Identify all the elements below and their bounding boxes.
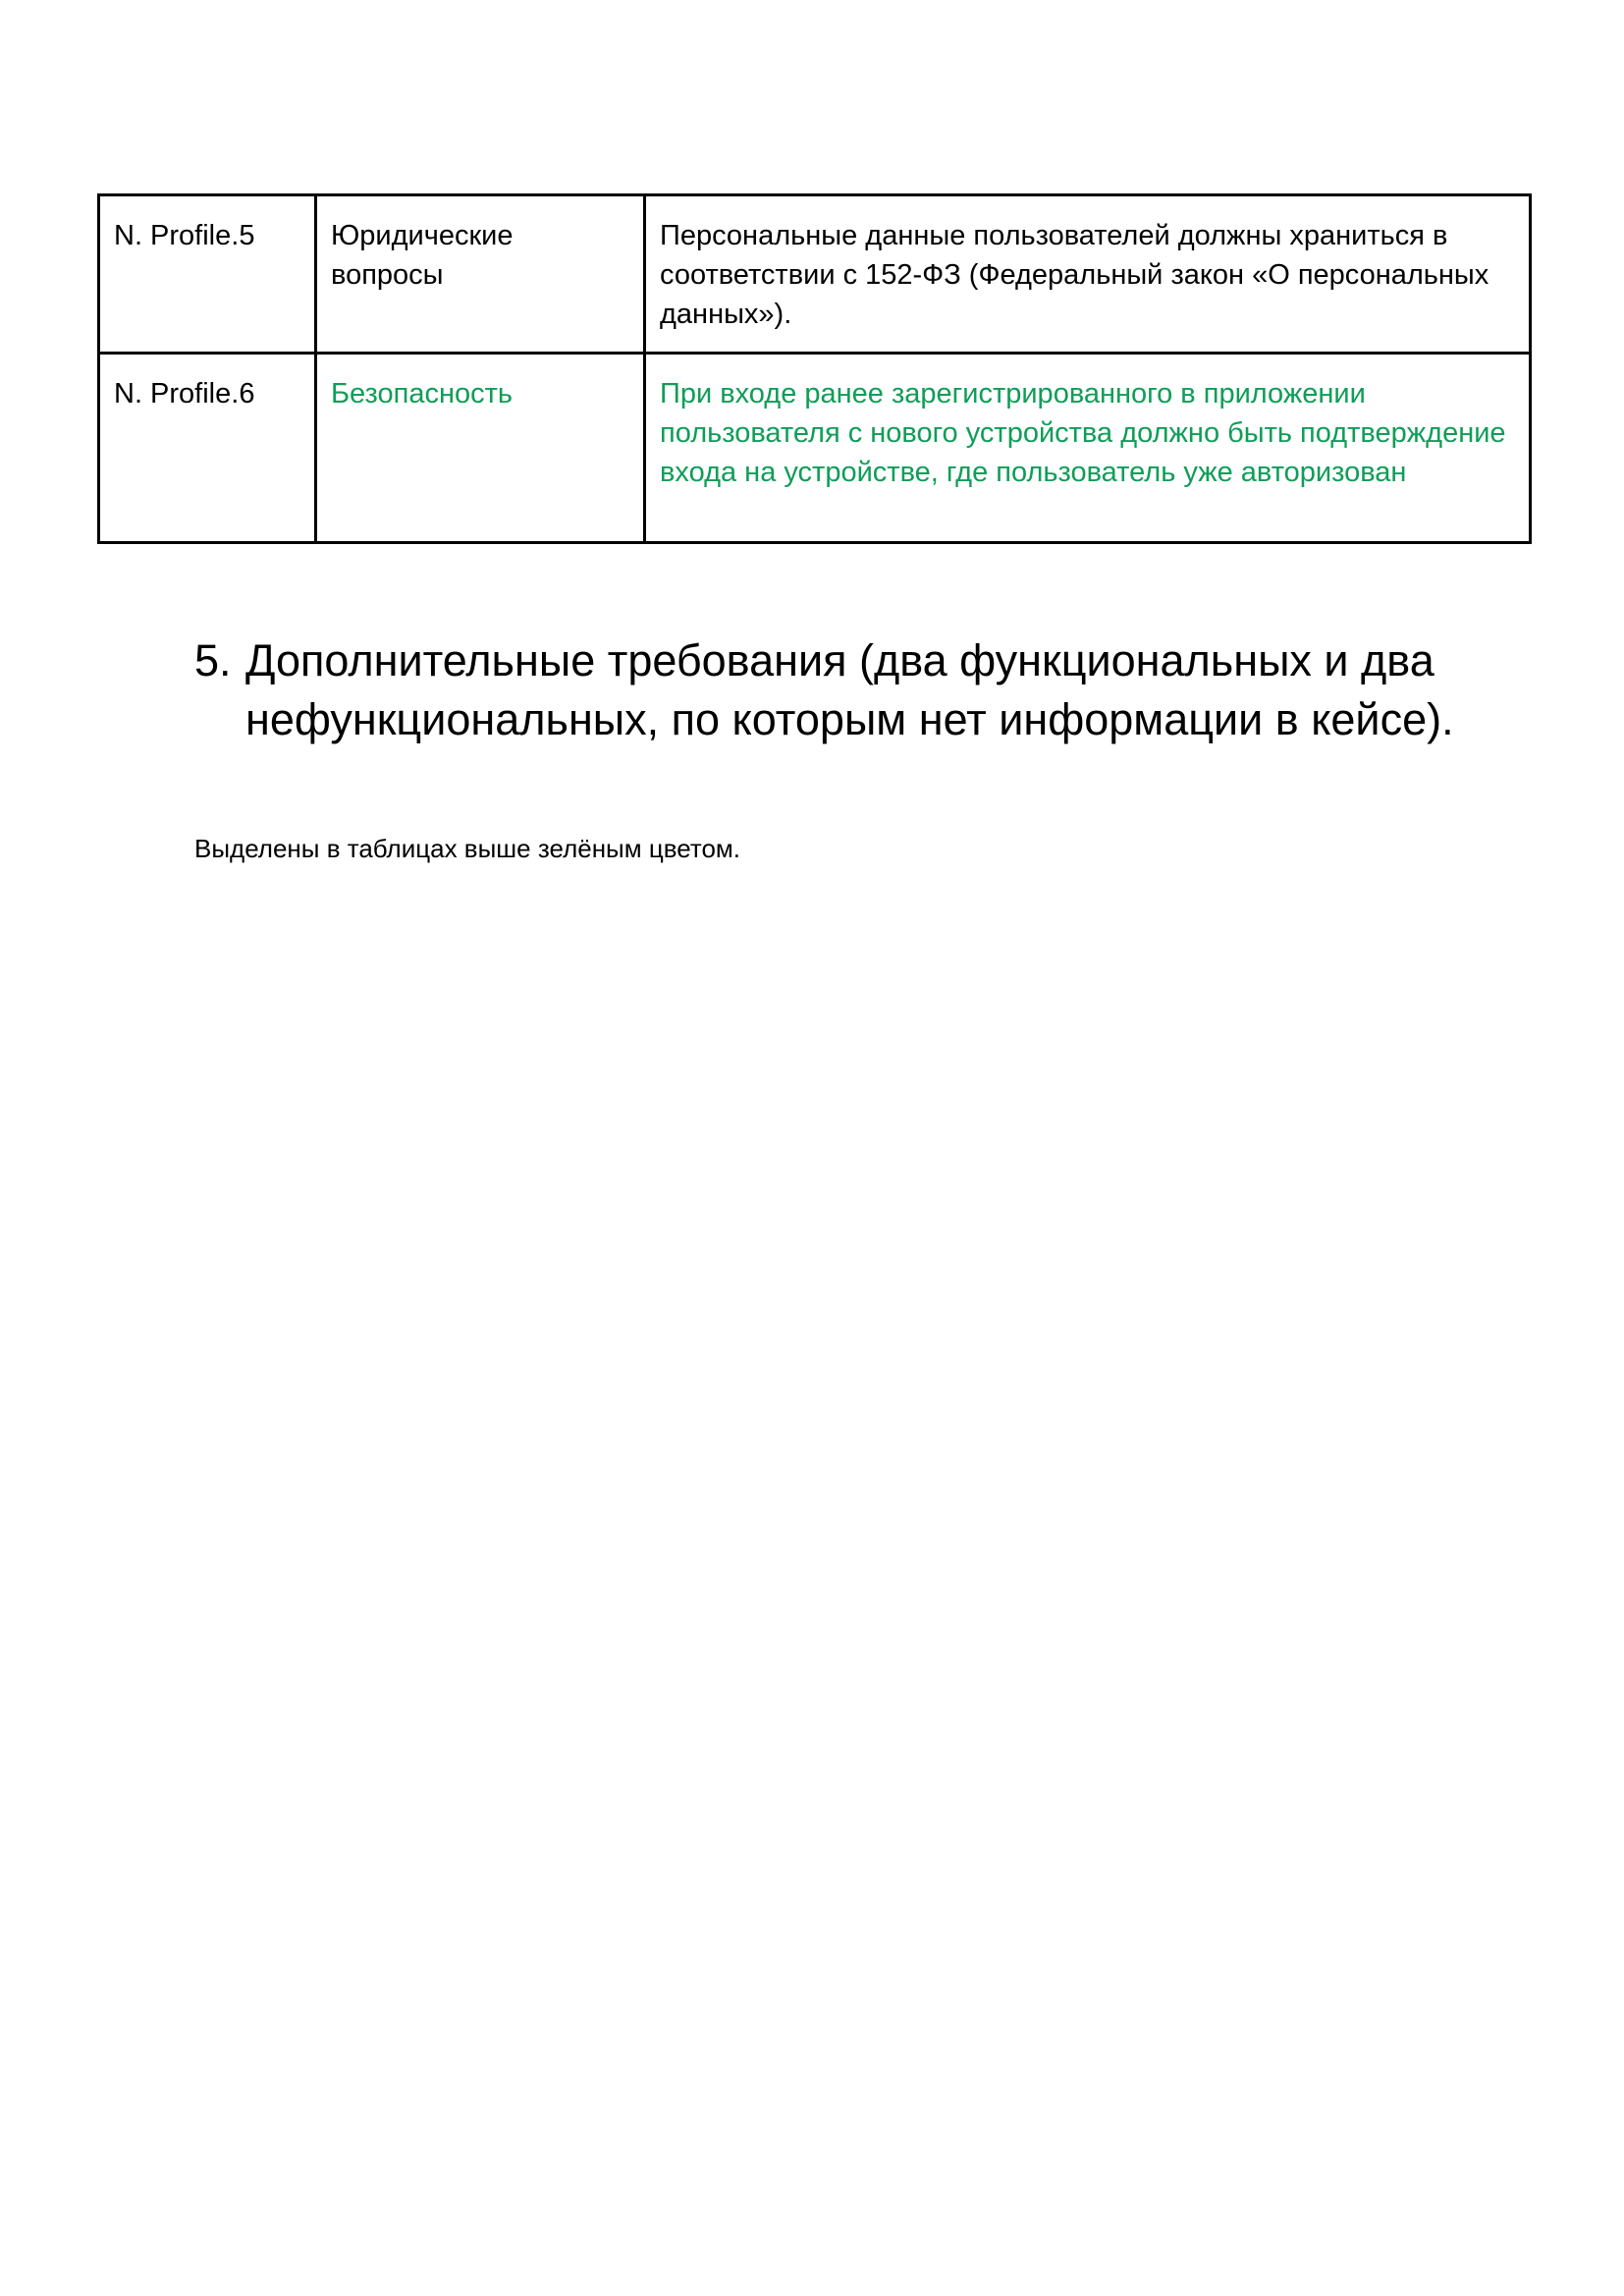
- section-note: Выделены в таблицах выше зелёным цветом.: [194, 834, 741, 863]
- requirement-description-cell: Персональные данные пользователей должны храниться в соответствии с 152-ФЗ (Федеральный закон «О персональных данных»).: [645, 195, 1531, 354]
- requirement-description-cell: При входе ранее зарегистрированного в приложении пользователя с нового устройства должно быть подтверждение входа на устройстве, где пользователь уже авторизован: [645, 354, 1531, 543]
- table-row: [99, 354, 1531, 543]
- requirement-category-cell: Безопасность: [316, 354, 645, 543]
- requirements-table: [97, 193, 1532, 544]
- table-row: [99, 195, 1531, 354]
- section-heading-text: Дополнительные требования (два функциональных и два нефункциональных, по которым нет информации в кейсе).: [245, 635, 1454, 744]
- requirement-id-cell: N. Profile.6: [99, 354, 316, 543]
- requirement-id-cell: N. Profile.5: [99, 195, 316, 354]
- section-heading: [194, 631, 1500, 749]
- requirement-category-cell: Юридические вопросы: [316, 195, 645, 354]
- section-number: 5.: [194, 635, 232, 685]
